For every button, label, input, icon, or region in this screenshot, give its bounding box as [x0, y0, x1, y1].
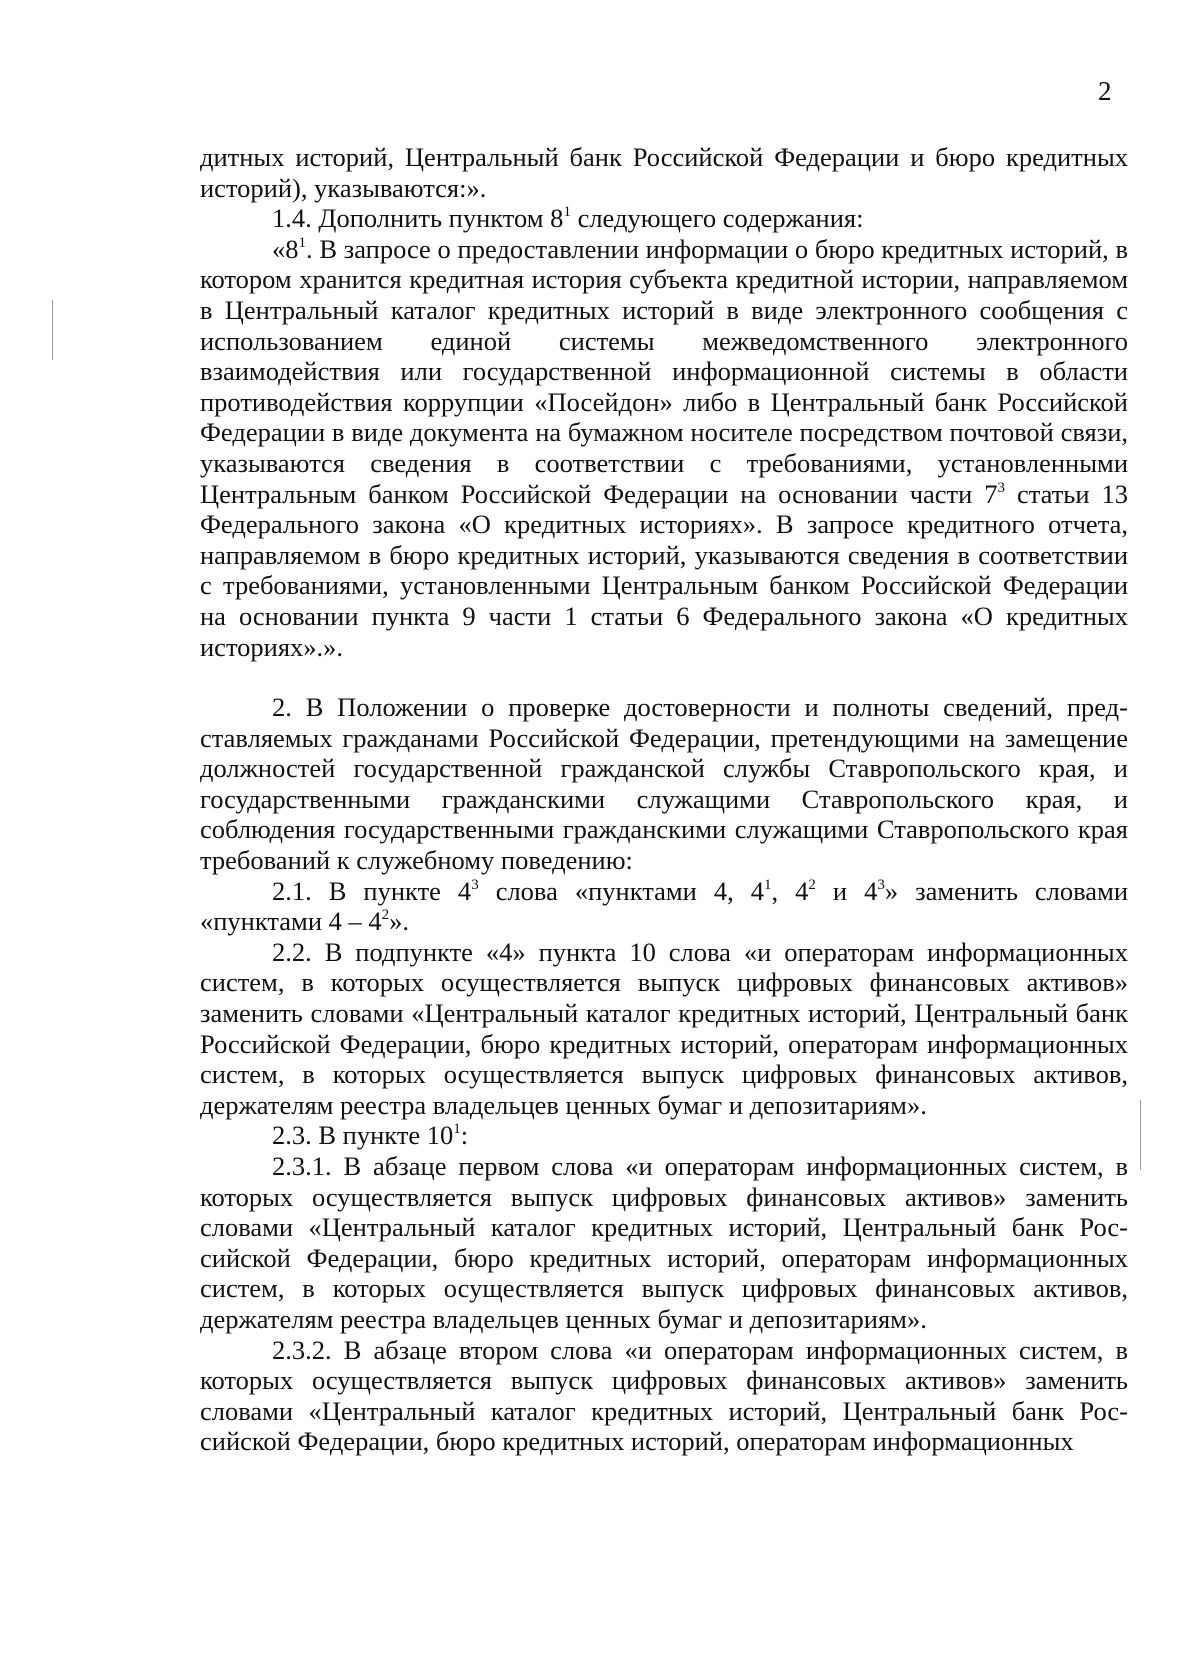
superscript: 3: [471, 876, 479, 893]
paragraph-text: :: [460, 1120, 469, 1151]
paragraph-text: » заменить словами «пунктами 4 – 4: [200, 875, 1129, 937]
paragraph-text: дитных историй, Центральный банк Российской Федерации и бюро кредитных историй), указываются:».: [200, 142, 1128, 203]
scan-edge-mark-right: [1140, 1100, 1141, 1170]
paragraph-2-regulation-intro: [200, 692, 1128, 876]
paragraph-text: следующего содержания:: [570, 203, 864, 234]
paragraph-2-2: [200, 937, 1128, 1121]
paragraph-2-3-1: [200, 1151, 1128, 1335]
superscript: 1: [563, 204, 571, 221]
paragraph-continuation-credit-histories: [200, 142, 1128, 203]
paragraph-text: 2.1. В пункте 4: [272, 875, 472, 906]
paragraph-2-3: [200, 1120, 1128, 1151]
paragraph-text: 2.3. В пункте 10: [272, 1120, 454, 1151]
paragraph-text: статьи 13 Федерального закона «О кредитных историях». В запросе кредитного отчета, направляемом в бюро кредитных историй, указываются сведения в соответствии с требованиями, установленными Центральным банком Российской Федерации на основании пункта 9 части 1 статьи 6 Федерального закона «О кредитных историях».».: [200, 478, 1128, 662]
paragraph-text: слова «пунктами 4, 4: [478, 875, 765, 906]
scan-edge-mark-left: [52, 300, 53, 360]
paragraph-text: ».: [389, 906, 410, 937]
paragraph-text: 2.3.1. В абзаце первом слова «и операторам информационных систем, в которых осуществляется выпуск цифровых финансовых активов» заменить словами «Центральный каталог кредитных историй, Центральный банк Российской Федерации, бюро кредитных историй, операторам информационных систем, в которых осуществляется выпуск цифровых финансовых активов, держателям реестра владельцев ценных бумаг и депозитариям».: [200, 1151, 1128, 1334]
paragraph-2-1: [200, 876, 1128, 937]
paragraph-text: 2. В Положении о проверке достоверности и полноты сведений, представляемых гражданами Российской Федерации, претендующими на замещение должностей государственной гражданской службы Ставропольского края, и государственными гражданскими служащими Ставропольского края, и соблюдения государственными гражданскими служащими Ставропольского края требований к служебному поведению:: [200, 692, 1128, 876]
paragraph-2-3-2: [200, 1335, 1128, 1457]
paragraph-8-1-request-content: [200, 234, 1128, 662]
paragraph-text: и 4: [815, 875, 878, 906]
superscript: 1: [764, 876, 772, 893]
page-number: 2: [1098, 76, 1112, 106]
paragraph-text: . В запросе о предоставлении информации о бюро кредитных историй, в котором хранится кредитная история субъекта кредитной истории, направляемом в Центральный каталог кредитных историй в виде электронного сообщения с использованием единой системы межведомственного электронного взаимодействия или государственной информационной системы в области противодействия коррупции «Посейдон» либо в Центральный банк Российской Федерации в виде документа на бумажном носителе посредством почтовой связи, указываются сведения в соответствии с требованиями, установленными Центральным банком Российской Федерации на основании части 7: [200, 233, 1128, 509]
superscript: 3: [997, 479, 1006, 496]
paragraph-text: 2.2. В подпункте «4» пункта 10 слова «и операторам информационных систем, в которых осуществляется выпуск цифровых финансовых активов» заменить словами «Центральный каталог кредитных историй, Центральный банк Российской Федерации, бюро кредитных историй, операторам информационных систем, в которых осуществляется выпуск цифровых финансовых активов, держателям реестра владельцев ценных бумаг и депозитариям».: [200, 936, 1128, 1120]
paragraph-text: , 4: [771, 875, 809, 906]
paragraph-text: 2.3.2. В абзаце втором слова «и операторам информационных систем, в которых осуществляется выпуск цифровых финансовых активов» заменить словами «Центральный каталог кредитных историй, Центральный банк Российской Федерации, бюро кредитных историй, операторам информационных: [200, 1334, 1128, 1457]
paragraph-text: «8: [272, 233, 299, 264]
superscript: 1: [298, 234, 306, 251]
paragraph-text: 1.4. Дополнить пунктом 8: [272, 203, 564, 234]
superscript: 3: [877, 876, 885, 893]
superscript: 2: [381, 907, 390, 924]
paragraph-1-4-add-point: [200, 203, 1128, 234]
superscript: 2: [808, 876, 816, 893]
document-body: [200, 142, 1128, 1457]
superscript: 1: [453, 1121, 461, 1138]
